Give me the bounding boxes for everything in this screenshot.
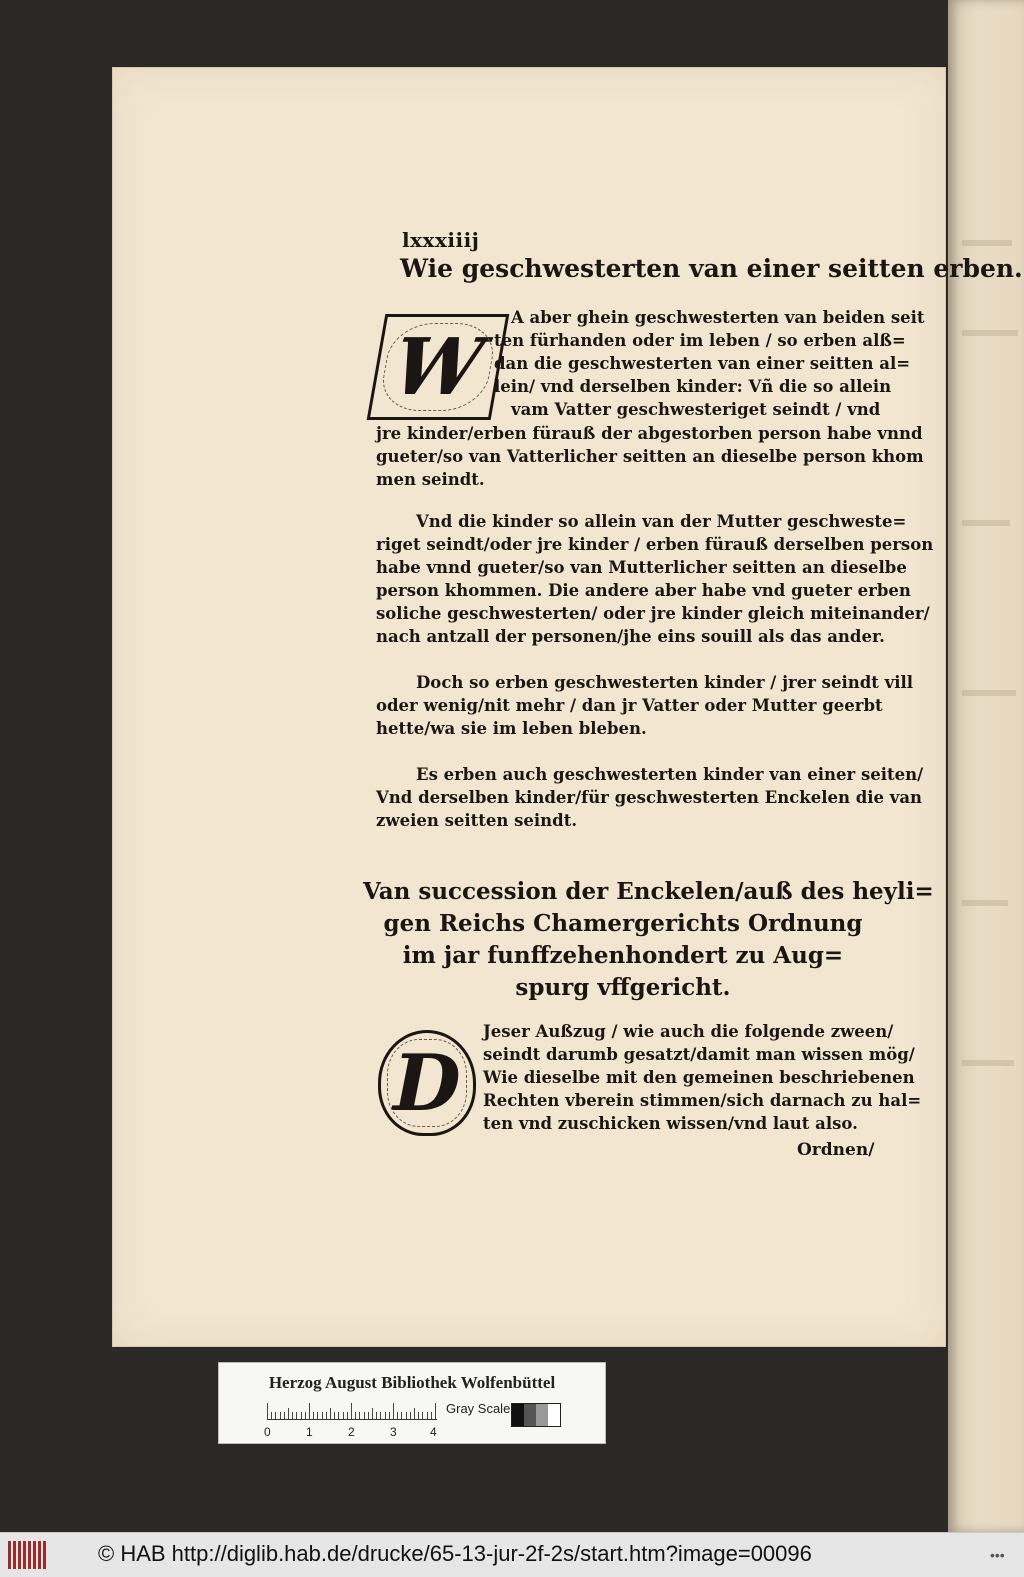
heading-2-line: im jar funffzehenhondert zu Aug= [402, 942, 844, 969]
ruler-tick [280, 1412, 281, 1419]
color-calibration-bar [218, 1362, 606, 1444]
ruler-tick [418, 1412, 419, 1419]
text-line: Vnd die kinder so allein van der Mutter geschweste= [416, 512, 907, 531]
text-line: Wie dieselbe mit den gemeinen beschriebenen [483, 1068, 915, 1087]
ruler-tick [380, 1412, 381, 1419]
ruler-tick [322, 1412, 323, 1419]
text-line: person khommen. Die andere aber habe vnd gueter erben [376, 581, 911, 600]
ruler-tick [355, 1412, 356, 1419]
scale-ruler [267, 1403, 437, 1420]
ruler-tick [364, 1412, 365, 1419]
ruler-tick [330, 1408, 331, 1419]
text-line: jre kinder/erben fürauß der abgestorben person habe vnnd [376, 424, 923, 443]
grayscale-swatch [548, 1404, 560, 1426]
ruler-tick [385, 1412, 386, 1419]
facing-page-text-shadow [962, 240, 1012, 246]
ruler-tick [351, 1403, 352, 1419]
ruler-number: 3 [390, 1425, 397, 1439]
text-line: A aber ghein geschwesterten van beiden seit [511, 308, 925, 327]
grayscale-swatch [524, 1404, 536, 1426]
ruler-tick [338, 1412, 339, 1419]
ruler-tick [435, 1403, 436, 1419]
ruler-tick [397, 1412, 398, 1419]
text-line: Doch so erben geschwesterten kinder / jrer seindt vill [416, 673, 914, 692]
facing-page-edge [948, 0, 1024, 1532]
ruler-tick [410, 1412, 411, 1419]
heading-2-line: gen Reichs Chamergerichts Ordnung [383, 910, 863, 937]
hab-logo-icon [8, 1541, 48, 1569]
facing-page-text-shadow [962, 900, 1008, 906]
text-line: hette/wa sie im leben bleben. [376, 719, 647, 738]
heading-2-line: Van succession der Enckelen/auß des heyli= [363, 878, 934, 905]
text-line: men seindt. [376, 470, 485, 489]
ruler-number: 1 [306, 1425, 313, 1439]
text-line: Es erben auch geschwesterten kinder van einer seiten/ [416, 765, 924, 784]
text-line: dan die geschwesterten van einer seitten al= [494, 354, 911, 373]
facing-page-text-shadow [962, 1060, 1014, 1066]
text-line: Jeser Außzug / wie auch die folgende zween/ [483, 1022, 894, 1041]
grayscale-swatch [512, 1404, 524, 1426]
ruler-tick [414, 1408, 415, 1419]
folio-number: lxxxiiij [402, 228, 480, 252]
ruler-number: 4 [430, 1425, 437, 1439]
facing-page-text-shadow [962, 520, 1010, 526]
text-line: Rechten vberein stimmen/sich darnach zu hal= [483, 1091, 922, 1110]
ruler-tick [334, 1412, 335, 1419]
text-line: lein/ vnd derselben kinder: Vñ die so allein [494, 377, 892, 396]
ruler-tick [406, 1412, 407, 1419]
text-line: gueter/so van Vatterlicher seitten an dieselbe person khom [376, 447, 924, 466]
text-line: oder wenig/nit mehr / dan jr Vatter oder Mutter geerbt [376, 696, 883, 715]
section-heading: Wie geschwesterten van einer seitten erben. [400, 254, 1023, 283]
text-line: ten vnd zuschicken wissen/vnd laut also. [483, 1114, 858, 1133]
ruler-tick [326, 1412, 327, 1419]
ruler-tick [271, 1412, 272, 1419]
viewer-footer [0, 1532, 1024, 1577]
ruler-tick [292, 1412, 293, 1419]
library-name: Herzog August Bibliothek Wolfenbüttel [268, 1373, 556, 1392]
ruler-tick [376, 1412, 377, 1419]
grayscale-swatch [536, 1404, 548, 1426]
ruler-tick [431, 1412, 432, 1419]
text-line: nach antzall der personen/jhe eins souill als das ander. [376, 627, 885, 646]
ruler-tick [427, 1412, 428, 1419]
ruler-tick [317, 1412, 318, 1419]
facing-page-text-shadow [962, 690, 1016, 696]
ruler-tick [372, 1408, 373, 1419]
ruler-tick [422, 1412, 423, 1419]
ruler-tick [301, 1412, 302, 1419]
text-line: soliche geschwesterten/ oder jre kinder gleich miteinander/ [376, 604, 930, 623]
more-icon[interactable]: ••• [990, 1547, 1005, 1563]
ruler-tick [343, 1412, 344, 1419]
decorated-initial-d: D [378, 1030, 476, 1136]
text-line: zweien seitten seindt. [376, 811, 578, 830]
grayscale-label: Gray Scale [446, 1401, 511, 1416]
text-line: Vnd derselben kinder/für geschwesterten Enckelen die van [376, 788, 923, 807]
ruler-tick [267, 1403, 268, 1419]
text-line: habe vnnd gueter/so van Mutterlicher seitten an dieselbe [376, 558, 907, 577]
text-line: ten fürhanden oder im leben / so erben alß= [494, 331, 906, 350]
ruler-tick [284, 1412, 285, 1419]
decorated-initial-w: W [367, 314, 510, 420]
ruler-tick [275, 1412, 276, 1419]
ruler-tick [393, 1403, 394, 1419]
grayscale-swatches [511, 1403, 561, 1427]
ruler-tick [401, 1412, 402, 1419]
ruler-tick [309, 1403, 310, 1419]
ruler-tick [389, 1412, 390, 1419]
facing-page-text-shadow [962, 330, 1018, 336]
heading-2-line: spurg vffgericht. [515, 974, 731, 1001]
text-line: vam Vatter geschwesteriget seindt / vnd [511, 400, 881, 419]
book-page [113, 68, 1023, 1346]
ruler-tick [313, 1412, 314, 1419]
ruler-tick [296, 1412, 297, 1419]
text-line: seindt darumb gesatzt/damit man wissen mög/ [483, 1045, 915, 1064]
ruler-number: 0 [264, 1425, 271, 1439]
ruler-number: 2 [348, 1425, 355, 1439]
ruler-tick [359, 1412, 360, 1419]
catchword: Ordnen/ [797, 1140, 875, 1160]
ruler-tick [368, 1412, 369, 1419]
source-url[interactable]: © HAB http://diglib.hab.de/drucke/65-13-jur-2f-2s/start.htm?image=00096 [98, 1541, 812, 1566]
ruler-tick [347, 1412, 348, 1419]
ruler-tick [305, 1412, 306, 1419]
ruler-tick [288, 1408, 289, 1419]
text-line: riget seindt/oder jre kinder / erben fürauß derselben person [376, 535, 934, 554]
